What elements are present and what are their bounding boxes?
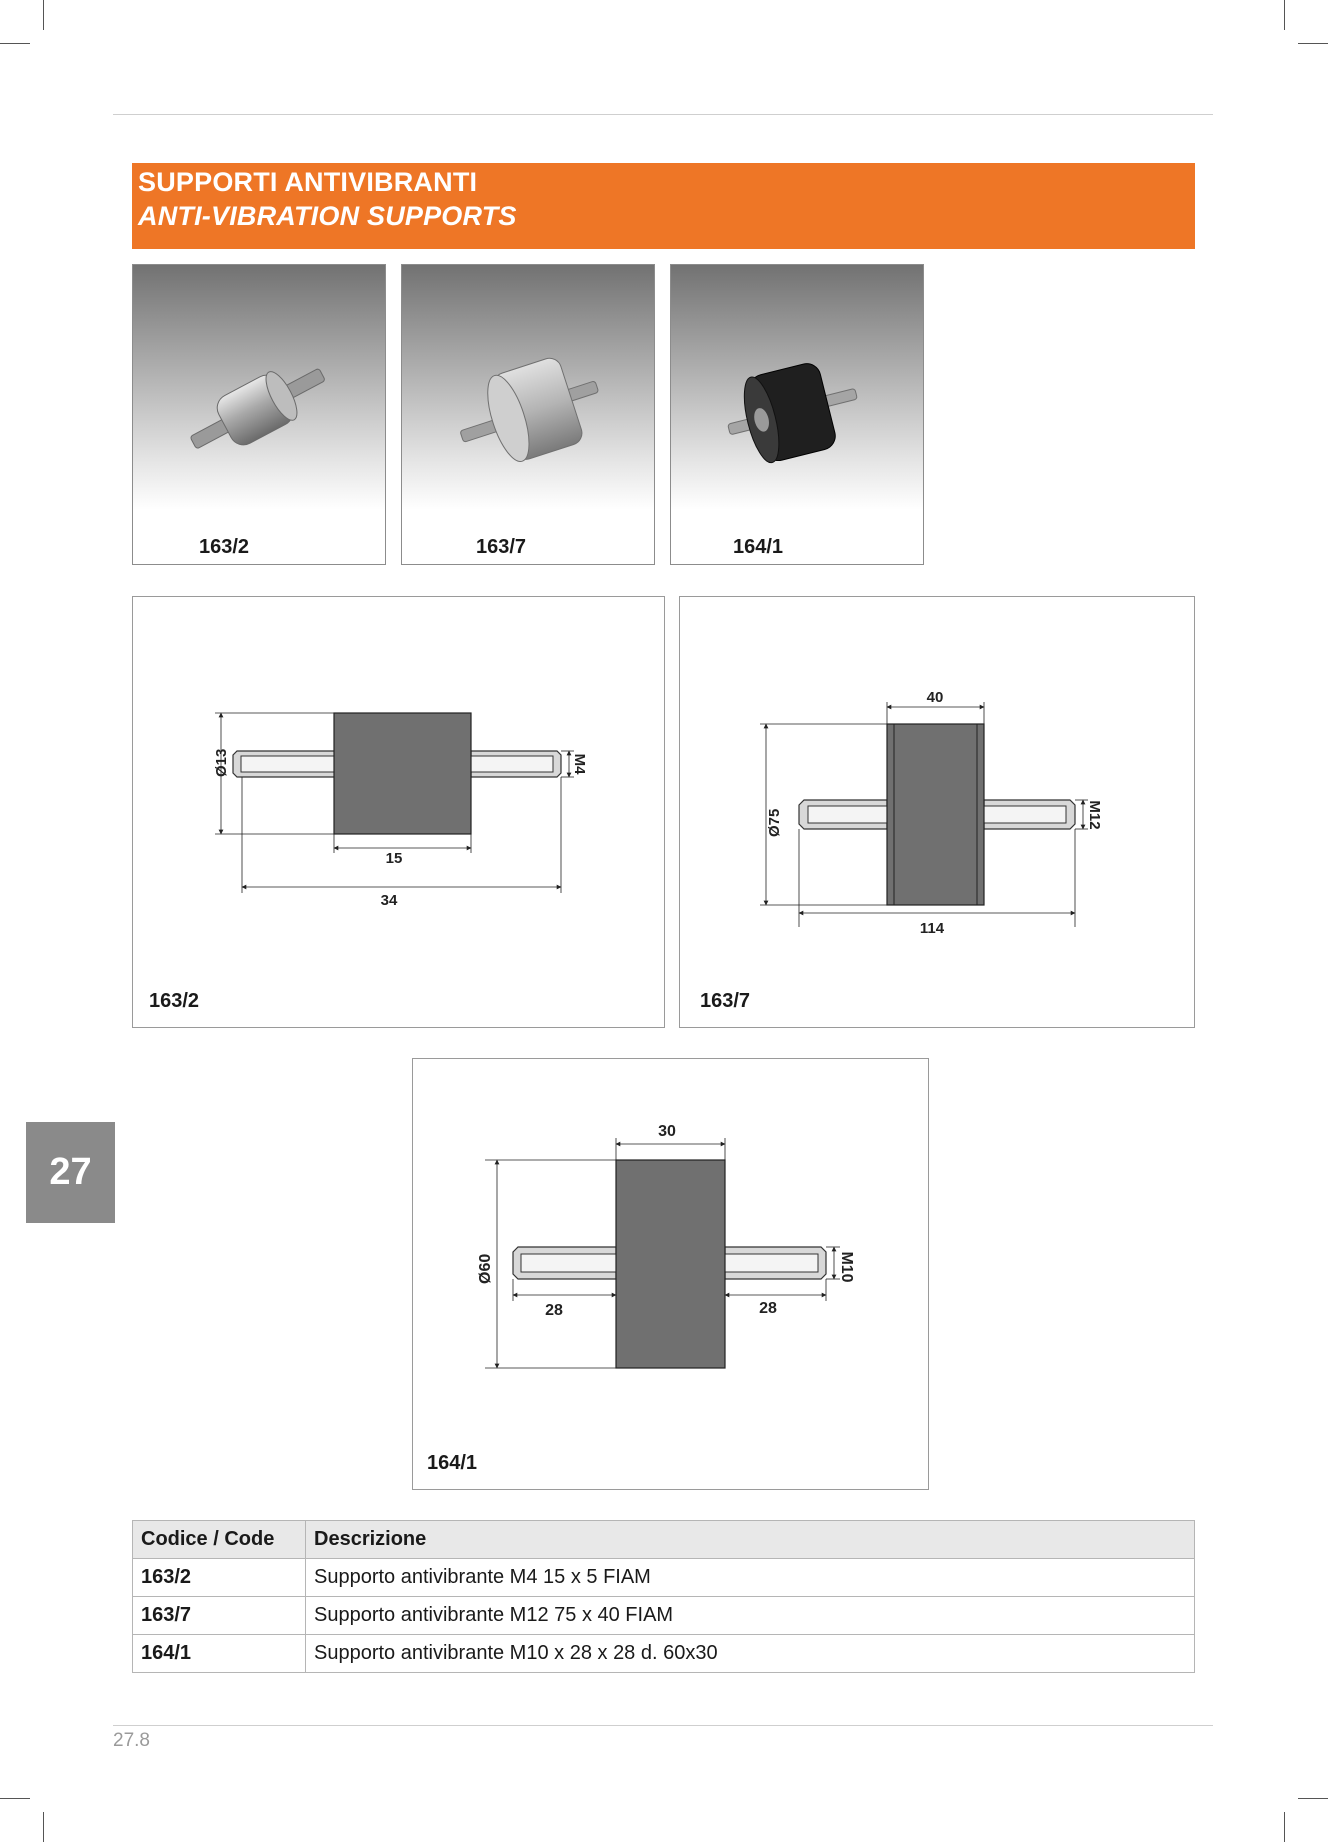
section-header — [132, 163, 1195, 249]
technical-drawing-163-7 — [679, 596, 1195, 1028]
mount-shape — [233, 713, 561, 834]
crop-mark — [1298, 1798, 1328, 1799]
product-table — [132, 1520, 1195, 1673]
total-length-label: 34 — [380, 892, 398, 909]
product-photo-image — [402, 265, 655, 565]
crop-mark — [43, 0, 44, 30]
product-photo-image — [133, 265, 386, 565]
table-row — [133, 1635, 1195, 1673]
body-length-label: 15 — [385, 850, 403, 867]
product-code-cell: 163/2 — [133, 1559, 306, 1597]
product-photo-image — [671, 265, 924, 565]
product-code-cell: 163/7 — [133, 1597, 306, 1635]
column-header-description: Descrizione — [306, 1521, 1195, 1559]
crop-mark — [43, 1812, 44, 1842]
product-photo-163-7 — [401, 264, 655, 565]
thread-label: M4 — [571, 753, 588, 775]
crop-mark — [1284, 0, 1285, 30]
chapter-tab: 27 — [26, 1122, 115, 1223]
table-row — [133, 1559, 1195, 1597]
thread-label: M12 — [1086, 800, 1103, 830]
body-length-label: 40 — [926, 689, 944, 706]
crop-mark — [0, 1798, 30, 1799]
drawing-caption: 163/2 — [149, 990, 200, 1012]
product-photo-163-2 — [132, 264, 386, 565]
technical-drawing-164-1 — [412, 1058, 929, 1490]
column-header-code: Codice / Code — [133, 1521, 306, 1559]
top-rule — [113, 114, 1213, 115]
technical-drawing-163-2 — [132, 596, 665, 1028]
stud-right-label: 28 — [759, 1300, 777, 1317]
diameter-label: Ø75 — [766, 808, 783, 837]
drawing-caption: 164/1 — [427, 1452, 478, 1474]
drawing-caption: 163/7 — [700, 990, 751, 1012]
stud-left-label: 28 — [545, 1302, 563, 1319]
diameter-label: Ø60 — [477, 1253, 494, 1284]
crop-mark — [0, 43, 30, 44]
body-length-label: 30 — [658, 1123, 676, 1140]
product-photo-164-1 — [670, 264, 924, 565]
page-number: 27.8 — [113, 1730, 150, 1751]
product-description-cell: Supporto antivibrante M12 75 x 40 FIAM — [306, 1597, 1195, 1635]
product-code-cell: 164/1 — [133, 1635, 306, 1673]
product-description-cell: Supporto antivibrante M10 x 28 x 28 d. 60x30 — [306, 1635, 1195, 1673]
section-title-english: ANTI-VIBRATION SUPPORTS — [138, 201, 517, 231]
mount-shape — [513, 1160, 826, 1368]
total-length-label: 114 — [919, 920, 945, 937]
bottom-rule — [113, 1725, 1213, 1726]
crop-mark — [1284, 1812, 1285, 1842]
photo-caption: 163/2 — [199, 536, 250, 558]
table-header-row — [133, 1521, 1195, 1559]
photo-caption: 164/1 — [733, 536, 784, 558]
photo-caption: 163/7 — [476, 536, 527, 558]
diameter-label: Ø13 — [213, 748, 230, 777]
crop-mark — [1298, 43, 1328, 44]
thread-label: M10 — [838, 1251, 855, 1283]
mount-shape — [799, 724, 1075, 905]
section-title-italian: SUPPORTI ANTIVIBRANTI — [138, 167, 478, 197]
product-description-cell: Supporto antivibrante M4 15 x 5 FIAM — [306, 1559, 1195, 1597]
table-row — [133, 1597, 1195, 1635]
